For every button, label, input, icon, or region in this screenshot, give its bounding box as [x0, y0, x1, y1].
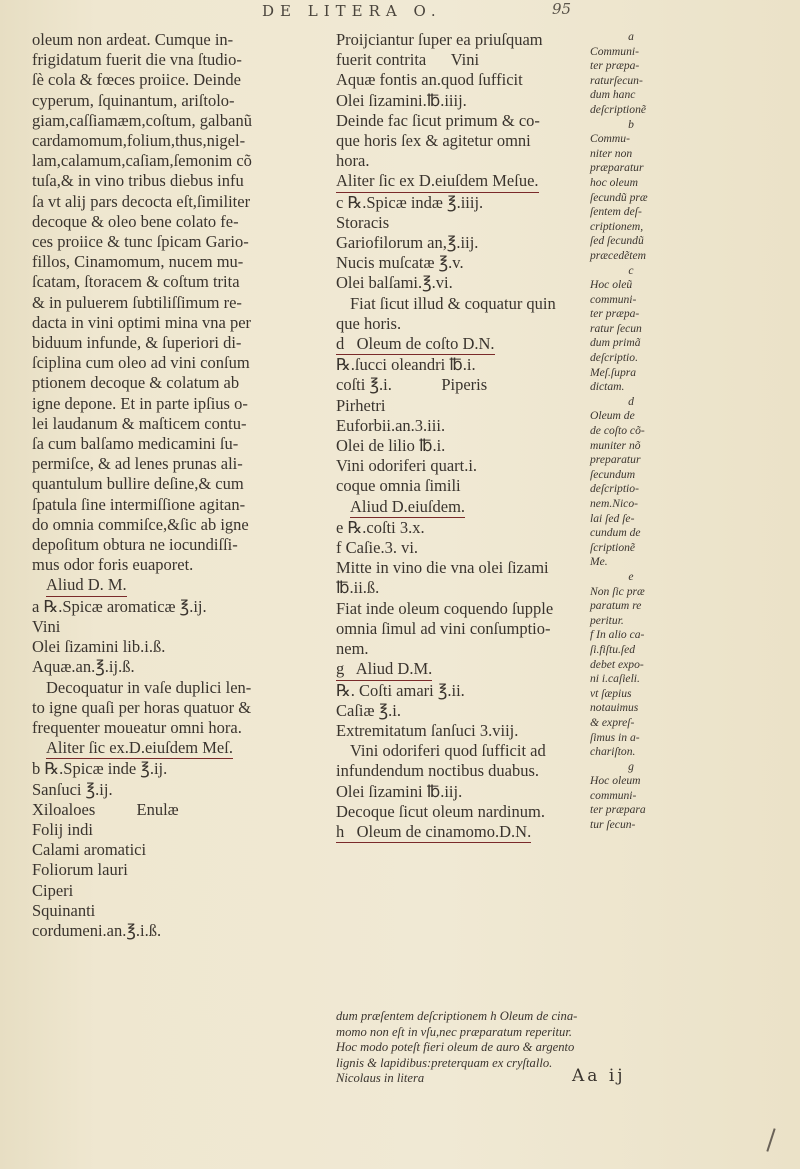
- recipe-item: Pirhetri: [336, 395, 386, 415]
- recipe-item: Sanſuci ℥.ij.: [32, 779, 113, 799]
- recipe-item: Storacis: [336, 212, 390, 232]
- text-line: quantulum bullire deſine,& cum: [32, 474, 244, 494]
- sidenote-line: ratur ſecun: [590, 321, 642, 335]
- text-line: que horis.: [336, 313, 402, 333]
- sidenote-line: deſcriptio.: [590, 351, 638, 365]
- sidenote-line: communi-: [590, 292, 637, 306]
- sidenote-line: tur ſecun-: [590, 818, 636, 832]
- sidenote-line: criptionem,: [590, 219, 644, 233]
- text-line: ſcatam, ſtoracem & coſtum trita: [32, 272, 240, 292]
- sidenote-line: preparatur: [590, 453, 641, 467]
- middle-paragraph-c: [336, 294, 581, 334]
- text-line: permiſce, & ad lenes prunas ali-: [32, 454, 243, 474]
- text-line: fuerit contrita Vini: [336, 50, 480, 70]
- sidenote-line: muniter nõ: [590, 438, 641, 452]
- recipe-item: Calami aromatici: [32, 840, 147, 860]
- recipe-heading-wrap: [336, 171, 581, 192]
- sidenote-line: & expreſ-: [590, 715, 635, 729]
- sidenote-marker: a: [628, 30, 634, 43]
- sidenote-line: ter præpara: [590, 803, 646, 817]
- sidenote-line: lai ſed ſe-: [590, 511, 635, 525]
- middle-paragraph-e: [336, 599, 581, 660]
- sidenote-line: niter non: [590, 146, 633, 160]
- recipe-item: b ℞.Spicæ inde ℥.ij.: [32, 759, 168, 779]
- text-line: Olei ſizamini ℔.iij.: [336, 781, 463, 801]
- sidenote-line: præcedẽtem: [590, 248, 647, 262]
- sidenote-line: Communi-: [590, 44, 639, 58]
- recipe-item: coſti ℥.i. Piperis: [336, 375, 488, 395]
- left-column: [32, 30, 326, 941]
- sidenote-line: communi-: [590, 788, 637, 802]
- recipe-item: Olei ſizamini lib.i.ß.: [32, 637, 166, 657]
- text-line: depoſitum obtura ne iocundiſſi-: [32, 535, 238, 555]
- text-line: lam,calamum,caſiam,ſemonim cõ: [32, 151, 252, 171]
- sidenote-line: nem.Nico-: [590, 497, 638, 510]
- text-line: ces proiice & tunc ſpicam Gario-: [32, 232, 249, 252]
- text-line: dacta in vini optimi mina vna per: [32, 312, 252, 332]
- left-paragraph: [32, 30, 326, 575]
- text-line: tuſa,& in vino tribus diebus infu: [32, 171, 244, 191]
- pencil-mark: [766, 1128, 775, 1151]
- text-line: nem.: [336, 639, 369, 659]
- text-line: & in puluerem ſubtiliſſimum re-: [32, 292, 242, 312]
- text-line: igne depone. Et in parte ipſius o-: [32, 393, 248, 413]
- recipe-heading: h Oleum de cinamomo.D.N.: [336, 822, 531, 843]
- sidenote-line: ſcriptionẽ: [590, 540, 636, 554]
- recipe-heading: g Aliud D.M.: [336, 659, 432, 680]
- sidenote-line: ſecundum: [590, 467, 636, 481]
- middle-paragraph-g: [336, 741, 581, 822]
- text-line: hora.: [336, 151, 370, 171]
- sidenote-line: raturſecun-: [590, 73, 643, 87]
- sidenote-marker: e: [628, 569, 634, 583]
- sidenote-line: Hoc oleũ: [590, 278, 633, 292]
- folio-number: 95: [552, 0, 572, 18]
- text-line: Fiat ſicut illud & coquatur quin: [350, 293, 556, 313]
- recipe-heading-wrap: [336, 822, 581, 843]
- text-line: frequenter moueatur omni hora.: [32, 717, 242, 737]
- text-line: cyperum, ſquinantum, ariſtolo-: [32, 90, 235, 110]
- text-line: ptionem decoque & colatum ab: [32, 373, 240, 393]
- recipe-item: e ℞.coſti 3.x.: [336, 517, 425, 537]
- footnote-line: dum præſentem deſcriptionem h Oleum de cina-: [336, 1009, 578, 1023]
- sidenote-line: ſimus in a-: [590, 730, 640, 744]
- signature-mark: Aa ij: [572, 1066, 626, 1086]
- sidenote-line: præparatur: [590, 161, 644, 175]
- sidenote-line: ſi.fiſtu.ſed: [590, 642, 636, 656]
- sidenote-line: deſcriptio-: [590, 482, 639, 496]
- sidenote-line: ſentem deſ-: [590, 205, 642, 219]
- text-line: mus odor foris euaporet.: [32, 555, 194, 575]
- sidenote-line: notauimus: [590, 701, 639, 715]
- marginal-notes: [590, 30, 680, 833]
- sidenote-line: vt ſæpius: [590, 686, 632, 700]
- sidenote-line: deſcriptionẽ: [590, 102, 647, 116]
- recipe-heading: Aliud D. M.: [46, 575, 127, 596]
- text-line: Olei ſizamini.℔.iiij.: [336, 90, 467, 110]
- recipe-h: [336, 822, 581, 843]
- recipe-item: Olei balſami.℥.vi.: [336, 273, 453, 293]
- sidenote-line: Me.: [590, 555, 608, 569]
- recipe-item: Nucis muſcatæ ℥.v.: [336, 253, 464, 273]
- sidenote-line: paratum re: [590, 599, 642, 613]
- sidenote-marker: b: [628, 117, 634, 131]
- sidenote-marker: c: [628, 263, 634, 277]
- recipe-heading: d Oleum de coſto D.N.: [336, 334, 495, 355]
- recipe-heading-wrap: [336, 659, 581, 680]
- text-line: Vini odoriferi quod ſufficit ad: [350, 741, 546, 761]
- recipe-item: Ciperi: [32, 880, 74, 900]
- text-line: Deinde fac ſicut primum & co-: [336, 110, 540, 130]
- sidenote-line: ter præpa-: [590, 59, 640, 73]
- recipe-c: [336, 171, 581, 293]
- text-line: to igne quaſi per horas quatuor &: [32, 697, 252, 717]
- recipe-item: Vini: [32, 616, 61, 636]
- text-line: oleum non ardeat. Cumque in-: [32, 30, 234, 49]
- recipe-item: Aquæ.an.℥.ij.ß.: [32, 657, 135, 677]
- text-line: frigidatum fuerit die vna ſtudio-: [32, 50, 242, 70]
- text-line: Aquæ fontis an.quod ſufficit: [336, 70, 523, 90]
- recipe-heading-wrap: [32, 738, 326, 759]
- recipe-item: Olei de lilio ℔.i.: [336, 436, 446, 456]
- sidenote-line: dum hanc: [590, 88, 636, 102]
- recipe-item: ℞. Coſti amari ℥.ii.: [336, 680, 465, 700]
- recipe-item: Xiloaloes Enulæ: [32, 799, 179, 819]
- sidenote-marker: d: [628, 394, 634, 408]
- text-line: ſa cum balſamo medicamini ſu-: [32, 434, 239, 454]
- sidenote-line: ni i.caſieli.: [590, 672, 640, 686]
- recipe-g: [336, 659, 581, 741]
- text-line: giam,caſſiamæm,coſtum, galbanũ: [32, 110, 252, 130]
- recipe-heading-wrap: [336, 497, 581, 518]
- recipe-a: [32, 575, 326, 677]
- sidenote-line: Non ſic præ: [590, 584, 645, 598]
- sidenote-line: de coſto cõ-: [590, 424, 645, 438]
- text-line: ſè cola & fœces proiice. Deinde: [32, 70, 241, 90]
- recipe-item: Folij indi: [32, 819, 93, 839]
- sidenote-line: Meſ.ſupra: [590, 365, 637, 379]
- text-line: decoque & oleo bene colato fe-: [32, 211, 239, 231]
- recipe-item: ℔.ii.ß.: [336, 578, 380, 598]
- footnote-line: momo non eſt in vſu,nec præparatum reperitur.: [336, 1024, 572, 1039]
- recipe-item: cordumeni.an.℥.i.ß.: [32, 920, 162, 940]
- sidenote-line: ſecundũ præ: [590, 190, 648, 204]
- recipe-heading-wrap: [32, 575, 326, 596]
- recipe-heading: Aliter ſic ex.D.eiuſdem Meſ.: [46, 738, 233, 759]
- recipe-item: Extremitatum ſanſuci 3.viij.: [336, 720, 519, 740]
- recipe-item: Foliorum lauri: [32, 860, 128, 880]
- text-line: Proijciantur ſuper ea priuſquam: [336, 30, 543, 49]
- recipe-item: Vini odoriferi quart.i.: [336, 456, 478, 476]
- sidenote-line: cundum de: [590, 526, 641, 540]
- recipe-item: f Caſie.3. vi.: [336, 538, 419, 558]
- text-line: do omnia commiſce,&ſic ab igne: [32, 514, 249, 534]
- text-line: biduum infunde, & ſuperiori di-: [32, 333, 242, 353]
- sidenote-line: ſed ſecundũ: [590, 234, 644, 248]
- text-line: lei laudanum & maſticem contu-: [32, 413, 247, 433]
- sidenote-line: Commu-: [590, 132, 630, 146]
- recipe-item: Mitte in vino die vna olei ſizami: [336, 558, 549, 578]
- text-line: ſa vt alij pars decocta eſt,ſimiliter: [32, 191, 251, 211]
- footnote-line: Hoc modo poteſt fieri oleum de auro & argento: [336, 1040, 575, 1054]
- running-head: DE LITERA O.: [262, 2, 442, 20]
- sidenote-line: peritur.: [590, 613, 624, 627]
- sidenote-line: chariſton.: [590, 745, 636, 759]
- left-paragraph-2: [32, 678, 326, 739]
- recipe-heading: Aliud D.eiuſdem.: [350, 497, 465, 518]
- text-line: ſpatula ſine intermiſſione agitan-: [32, 494, 246, 514]
- text-line: Decoque ſicut oleum nardinum.: [336, 801, 545, 821]
- recipe-item: c ℞.Spicæ indæ ℥.iiij.: [336, 192, 484, 212]
- text-line: ſciplina cum oleo ad vini conſum: [32, 353, 250, 373]
- recipe-item: ℞.ſucci oleandri ℔.i.: [336, 355, 476, 375]
- text-line: fillos, Cinamomum, nucem mu-: [32, 252, 244, 272]
- text-line: Decoquatur in vaſe duplici len-: [46, 677, 252, 697]
- recipe-e: [336, 497, 581, 599]
- middle-paragraph: [336, 30, 581, 171]
- recipe-item: a ℞.Spicæ aromaticæ ℥.ij.: [32, 596, 207, 616]
- sidenote-line: hoc oleum: [590, 175, 638, 189]
- sidenote-line: Hoc oleum: [590, 774, 641, 788]
- footnote-line: lignis & lapidibus:preterquam ex cryſtallo.: [336, 1055, 553, 1070]
- footnote-line: Nicolaus in litera: [336, 1071, 425, 1085]
- sidenote-line: dictam.: [590, 380, 625, 394]
- recipe-item: Gariofilorum an,℥.iij.: [336, 233, 479, 253]
- recipe-b: [32, 738, 326, 941]
- recipe-item: Caſiæ ℥.i.: [336, 700, 401, 720]
- sidenote-line: Oleum de: [590, 409, 635, 423]
- sidenote-line: debet expo-: [590, 657, 644, 671]
- middle-column: [336, 30, 581, 843]
- sidenote-line: ter præpa-: [590, 307, 640, 321]
- sidenote-marker: g: [628, 759, 634, 773]
- recipe-item: Euforbii.an.3.iii.: [336, 415, 446, 435]
- sidenote-line: dum primã: [590, 336, 641, 350]
- text-line: que horis ſex & agitetur omni: [336, 131, 531, 151]
- text-line: infundendum noctibus duabus.: [336, 761, 540, 781]
- sidenote-line: f In alio ca-: [590, 628, 645, 642]
- text-line: omnia ſimul ad vini conſumptio-: [336, 618, 551, 638]
- text-line: Fiat inde oleum coquendo ſupple: [336, 598, 554, 618]
- recipe-heading-wrap: [336, 334, 581, 355]
- recipe-item: Squinanti: [32, 900, 96, 920]
- text-line: cardamomum,folium,thus,nigel-: [32, 131, 246, 151]
- recipe-item: coque omnia ſimili: [336, 476, 461, 496]
- recipe-heading: Aliter ſic ex D.eiuſdem Meſue.: [336, 171, 539, 192]
- recipe-d: [336, 334, 581, 497]
